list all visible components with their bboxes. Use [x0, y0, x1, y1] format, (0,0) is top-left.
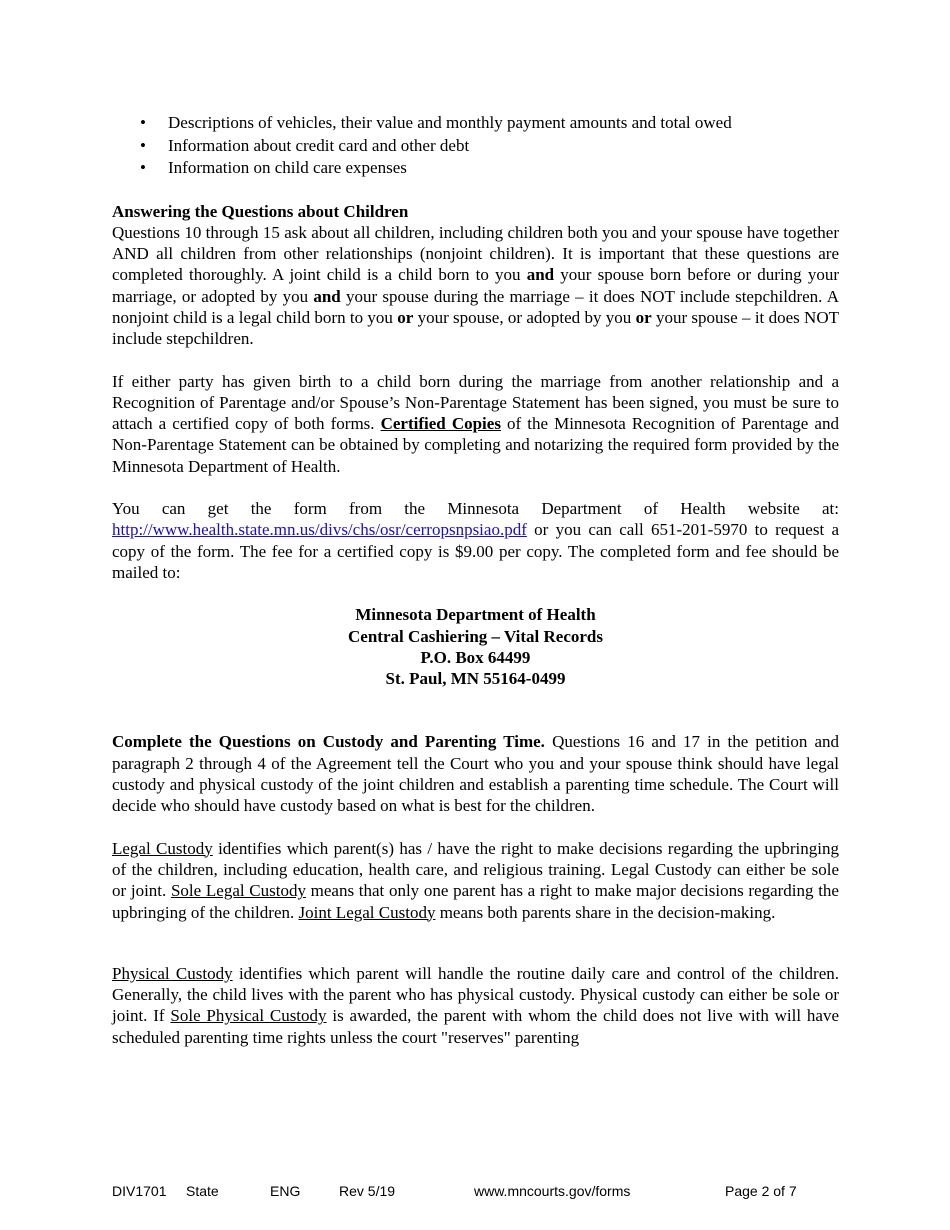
form-type: State [186, 1183, 219, 1199]
children-paragraph-1: Questions 10 through 15 ask about all children, including children both you and your spouse have together AND all children from other relationships (nonjoint children). It is important that these questions are completed thoroughly. A joint child is a child born to you and your spouse born before or during your marriage, or adopted by you and your spouse during the marriage – it does NOT include stepchildren. A nonjoint child is a legal child born to you or your spouse, or adopted by you or your spouse – it does NOT include stepchildren. [112, 222, 839, 349]
sole-legal-custody-term: Sole Legal Custody [170, 881, 306, 901]
page-number: Page 2 of 7 [725, 1183, 797, 1199]
mailing-address [112, 604, 839, 689]
joint-legal-custody-term: Joint Legal Custody [298, 902, 436, 922]
physical-custody-paragraph: Physical Custody identifies which parent will handle the routine daily care and control of the children. Generally, the child lives with the parent who has physical custody. Physical custody can either be sole or joint. If Sole Physical Custody is awarded, the parent with whom the child does not live with will have scheduled parenting time rights unless the court "reserves" parenting [112, 963, 840, 1047]
health-form-link[interactable]: http://www.health.state.mn.us/divs/chs/osr/cerropsnpsiao.pdf [112, 520, 527, 540]
legal-custody-term: Legal Custody [112, 838, 213, 858]
document-page [112, 112, 839, 1048]
custody-paragraph: Complete the Questions on Custody and Parenting Time. Questions 16 and 17 in the petition and paragraph 2 through 4 of the Agreement tell the Court who you and your spouse think should have legal custody and physical custody of the joint children and establish a parenting time schedule. The Court will decide who should have custody based on what is best for the children. [112, 732, 839, 816]
physical-custody-term: Physical Custody [112, 963, 233, 983]
children-paragraph-3: You can get the form from the Minnesota Department of Health website at: http://www.health.state.mn.us/divs/chs/osr/cerropsnpsiao.pdf or you can call 651-201-5970 to request a copy of the form. The fee for a certified copy is $9.00 per copy. The completed form and fee should be mailed to: [112, 499, 839, 582]
children-heading: Answering the Questions about Children [112, 201, 409, 221]
list-item: • Information on child care expenses [112, 157, 839, 180]
address-line: St. Paul, MN 55164-0499 [385, 669, 566, 689]
sole-physical-custody-term: Sole Physical Custody [170, 1006, 327, 1026]
form-language: ENG [270, 1183, 301, 1199]
certified-copies-term: Certified Copies [380, 414, 501, 434]
children-paragraph-2: If either party has given birth to a child born during the marriage from another relationship and a Recognition of Parentage and/or Spouse’s Non-Parentage Statement has been signed, you must be sure to attach a certified copy of both forms. Certified Copies of the Minnesota Recognition of Parentage and Non-Parentage Statement can be obtained by completing and notarizing the required form provided by the Minnesota Department of Health. [112, 371, 839, 476]
address-line: P.O. Box 64499 [420, 647, 531, 667]
custody-heading: Complete the Questions on Custody and Parenting Time. [112, 732, 545, 752]
address-line: Central Cashiering – Vital Records [348, 626, 603, 646]
form-revision: Rev 5/19 [339, 1183, 396, 1199]
page-footer [112, 1183, 839, 1203]
legal-custody-paragraph: Legal Custody identifies which parent(s) has / have the right to make decisions regarding the upbringing of the children, including education, health care, and religious training. Legal Custody can either be sole or joint. Sole Legal Custody means that only one parent has a right to make major decisions regarding the upbringing of the children. Joint Legal Custody means both parents share in the decision-making. [112, 838, 839, 922]
list-item: • Descriptions of vehicles, their value and monthly payment amounts and total owed [112, 112, 839, 135]
forms-website: www.mncourts.gov/forms [474, 1183, 631, 1199]
list-item: • Information about credit card and other debt [112, 135, 839, 158]
address-line: Minnesota Department of Health [355, 605, 596, 625]
form-number: DIV1701 [112, 1183, 167, 1199]
checklist [112, 112, 839, 180]
